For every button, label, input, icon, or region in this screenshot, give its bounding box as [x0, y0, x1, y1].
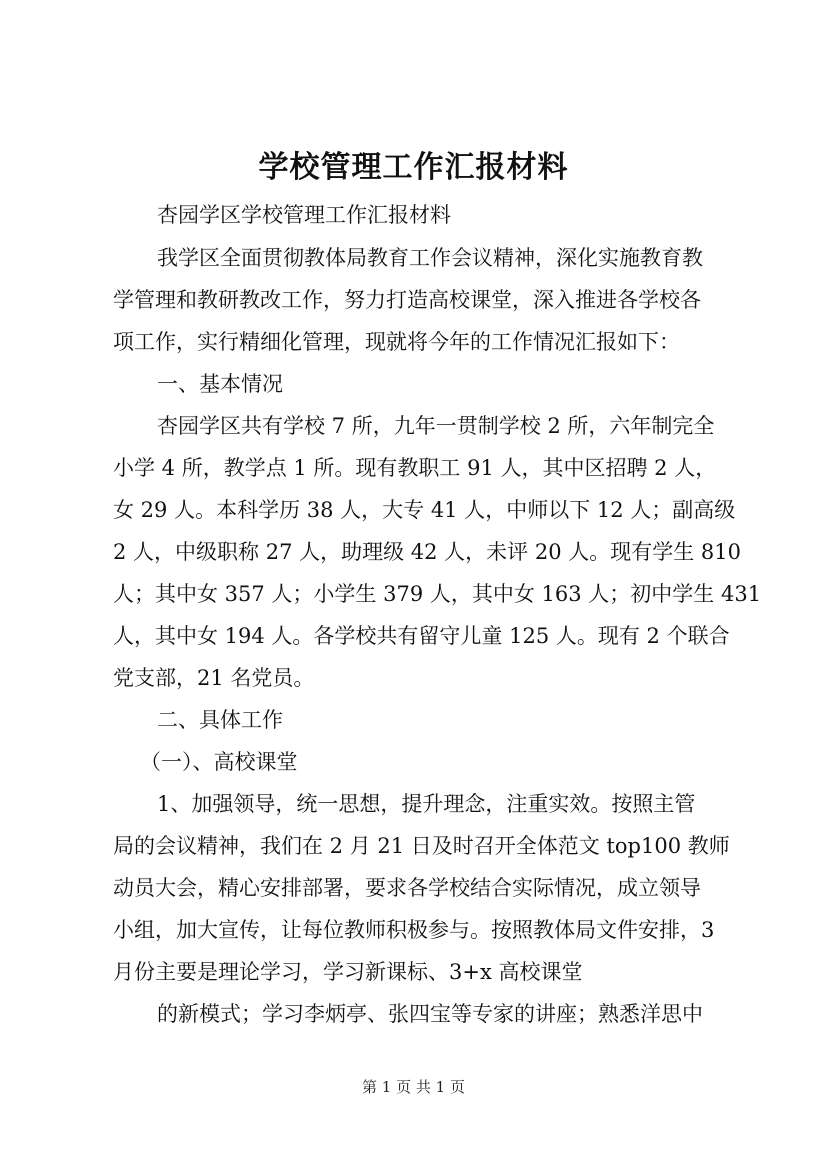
document-title: 学校管理工作汇报材料: [258, 150, 569, 185]
paragraph-line: 杏园学区共有学校 7 所，九年一贯制学校 2 所，六年制完全: [157, 414, 715, 438]
paragraph-line: 人；其中女 357 人；小学生 379 人，其中女 163 人；初中学生 431: [113, 582, 762, 606]
section-heading: 二、具体工作: [157, 708, 283, 732]
paragraph-line: 局的会议精神，我们在 2 月 21 日及时召开全体范文 top100 教师: [113, 834, 730, 858]
paragraph-line: 2 人，中级职称 27 人，助理级 42 人，未评 20 人。现有学生 810: [113, 540, 742, 564]
paragraph-line: 党支部，21 名党员。: [113, 666, 315, 690]
page-footer: 第 1 页 共 1 页: [362, 1078, 465, 1096]
paragraph-line: 月份主要是理论学习，学习新课标、3+x 高校课堂: [113, 960, 583, 984]
paragraph-line: 人，其中女 194 人。各学校共有留守儿童 125 人。现有 2 个联合: [113, 624, 730, 648]
paragraph-line: 1、加强领导，统一思想，提升理念，注重实效。按照主管: [157, 792, 696, 816]
paragraph-line: 的新模式；学习李炳亭、张四宝等专家的讲座；熟悉洋思中: [157, 1002, 703, 1026]
paragraph-line: 学管理和教研教改工作，努力打造高校课堂，深入推进各学校各: [113, 288, 701, 312]
paragraph-line: 小组，加大宣传，让每位教师积极参与。按照教体局文件安排，3: [113, 918, 715, 942]
paragraph-line: 女 29 人。本科学历 38 人，大专 41 人，中师以下 12 人；副高级: [113, 498, 736, 522]
paragraph-line: 我学区全面贯彻教体局教育工作会议精神，深化实施教育教: [157, 246, 703, 270]
subtitle-line: 杏园学区学校管理工作汇报材料: [157, 203, 451, 227]
section-heading: 一、基本情况: [157, 372, 283, 396]
paragraph-line: 动员大会，精心安排部署，要求各学校结合实际情况，成立领导: [113, 876, 701, 900]
paragraph-line: 项工作，实行精细化管理，现就将今年的工作情况汇报如下：: [113, 330, 680, 354]
paragraph-line: 小学 4 所，教学点 1 所。现有教职工 91 人，其中区招聘 2 人，: [113, 456, 717, 480]
subsection-heading: （一）、高校课堂: [140, 750, 298, 774]
